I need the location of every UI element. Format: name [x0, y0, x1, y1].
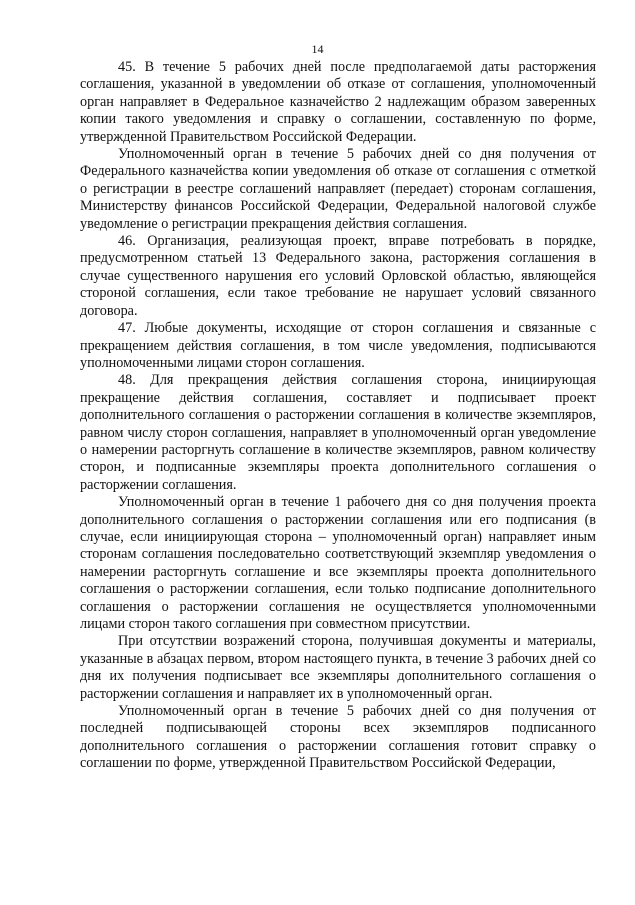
- paragraph-48-certificate: Уполномоченный орган в течение 5 рабочих дней со дня получения от последней подписывающей стороны всех экземпляров подписанного дополнительного соглашения о расторжении соглашения готовит справку о соглашении по форме, утвержденной Правительством Российской Федерации,: [80, 703, 596, 772]
- paragraph-45: 45. В течение 5 рабочих дней после предполагаемой даты расторжения соглашения, указанной в уведомлении об отказе от соглашения, уполномоченный орган направляет в Федеральное казначейство 2 надлежащим образом заверенных копии такого уведомления и справку о соглашении, составленную по форме, утвержденной Правительством Российской Федерации.: [80, 59, 596, 145]
- paragraph-48: 48. Для прекращения действия соглашения сторона, инициирующая прекращение действия соглашения, составляет и подписывает проект дополнительного соглашения о расторжении соглашения в количестве экземпляров, равном числу сторон соглашения, направляет в уполномоченный орган уведомление о намерении расторгнуть соглашение в количестве экземпляров, равном количеству сторон, и подписанные экземпляры проекта дополнительного соглашения о расторжении соглашения.: [80, 372, 596, 493]
- page-number: 14: [311, 42, 324, 56]
- paragraph-46: 46. Организация, реализующая проект, вправе потребовать в порядке, предусмотренном статьей 13 Федерального закона, расторжения соглашения в случае существенного нарушения его условий Орловской областью, являющейся стороной соглашения, если такое требование не нарушает условий связанного договора.: [80, 233, 596, 319]
- paragraph-45-registration: Уполномоченный орган в течение 5 рабочих дней со дня получения от Федерального казначейства копии уведомления об отказе от соглашения с отметкой о регистрации в реестре соглашений направляет (передает) сторонам соглашения, Министерству финансов Российской Федерации, Федеральной налоговой службе уведомление о регистрации прекращения действия соглашения.: [80, 146, 596, 232]
- paragraph-48-authorized-body: Уполномоченный орган в течение 1 рабочего дня со дня получения проекта дополнительного соглашения о расторжении соглашения или его подписания (в случае, если инициирующая сторона – уполномоченный орган) направляет иным сторонам соглашения последовательно соответствующий экземпляр уведомления о намерении расторгнуть соглашение и все экземпляры проекта дополнительного соглашения о расторжении соглашения, если только подписание дополнительного соглашения о расторжении соглашения не осуществляется уполномоченными лицами сторон такого соглашения при совместном присутствии.: [80, 494, 596, 632]
- paragraph-48-no-objections: При отсутствии возражений сторона, получившая документы и материалы, указанные в абзацах первом, втором настоящего пункта, в течение 3 рабочих дней со дня их получения подписывает все экземпляры дополнительного соглашения о расторжении соглашения и направляет их в уполномоченный орган.: [80, 633, 596, 702]
- document-body: [80, 59, 596, 773]
- paragraph-47: 47. Любые документы, исходящие от сторон соглашения и связанные с прекращением действия соглашения, в том числе уведомления, подписываются уполномоченными лицами сторон соглашения.: [80, 320, 596, 371]
